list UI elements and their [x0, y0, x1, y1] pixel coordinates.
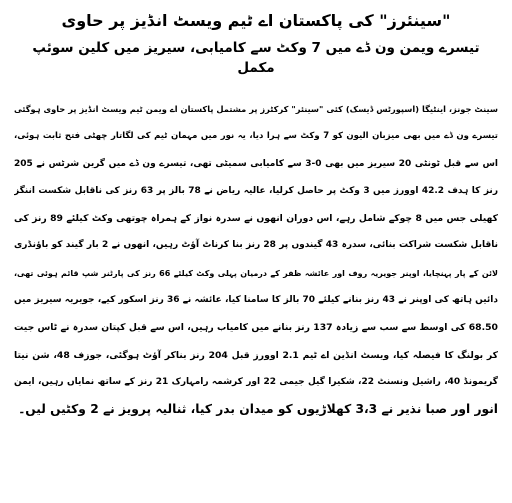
headline: "سینئرز" کی پاکستان اے ٹیم ویسٹ انڈیز پر حاوی	[61, 11, 451, 30]
body-line: کر بولنگ کا فیصلہ کیا، ویسٹ انڈین اے ٹیم 2.1 اوورز قبل 204 رنز بناکر آؤٹ ہوگئی، جوزف 48، شن نیتا	[14, 349, 498, 361]
body-line: 68.50 کی اوسط سے سب سے زیادہ 137 رنز بنانے میں کامیاب رہیں، اس سے قبل کپتان سدرہ نے ٹاس جیت	[14, 322, 498, 334]
body-line: گریمونڈ 40، راشیل ونسنٹ 22، شکیرا گیل جیمی 22 اور کرشمہ رامہارک 21 رنز کے ساتھ نمایاں رہیں، ایمن	[14, 376, 498, 387]
subheadline: تیسرے ویمن ون ڈے میں 7 وکٹ سے کامیابی، سیریز میں کلین سوئپ مکمل	[32, 40, 480, 76]
article-body	[14, 96, 498, 424]
body-line: تیسرے ون ڈے میں بھی میزبان الیون کو 7 وکٹ سے ہرا دیا، یہ نور میں مہمان ٹیم کی لگاتار چھٹی فتح ثابت ہوئی،	[14, 131, 498, 142]
body-line: سینٹ جونز، اینٹیگا (اسپورٹس ڈیسک) کئی "سینئر" کرکٹرز پر مشتمل پاکستان اے ویمن ٹیم ویسٹ انڈیز پر حاوی ہوگئی	[14, 104, 498, 114]
body-line: رنز کا ہدف 42.2 اوورز میں 3 وکٹ پر حاصل کرلیا، عالیہ ریاض نے 78 بالز پر 63 رنز کی ناقابل شکست اننگز	[14, 185, 498, 196]
body-line: دائیں ہاتھ کی اوپنر نے 43 رنز بنانے کیلئے 70 بالز کا سامنا کیا، عائشہ نے 36 رنز اسکور کیے، جویریہ سیریز میں	[14, 295, 498, 306]
body-line: اس سے قبل ٹونٹی 20 سیریز میں بھی 0-3 سے کامیابی سمیٹی تھی، تیسرے ون ڈے میں گرین شرٹس نے 205	[14, 158, 498, 169]
body-line: ناقابل شکست شراکت بنائی، سدرہ 43 گیندوں پر 28 رنز بنا کرناٹ آؤٹ رہیں، انھوں نے 2 بار گیند کو باؤنڈری	[14, 240, 498, 251]
body-line: کھیلی جس میں 8 چوکے شامل رہے، اس دوران انھوں نے سدرہ نواز کے ہمراہ چوتھی وکٹ کیلئے 89 رنز کی	[14, 213, 498, 225]
body-line: انور اور صبا نذیر نے 3،3 کھلاڑیوں کو میدان بدر کیا، ثنالیہ پرویز نے 2 وکٹیں لیں۔	[18, 402, 498, 417]
body-line: لائن کے پار پہنچایا، اوپنر جویریہ روف اور عائشہ ظفر کے درمیان پہلی وکٹ کیلئے 66 رنز کی پارٹنر شپ قائم ہوئی تھی،	[14, 268, 498, 278]
